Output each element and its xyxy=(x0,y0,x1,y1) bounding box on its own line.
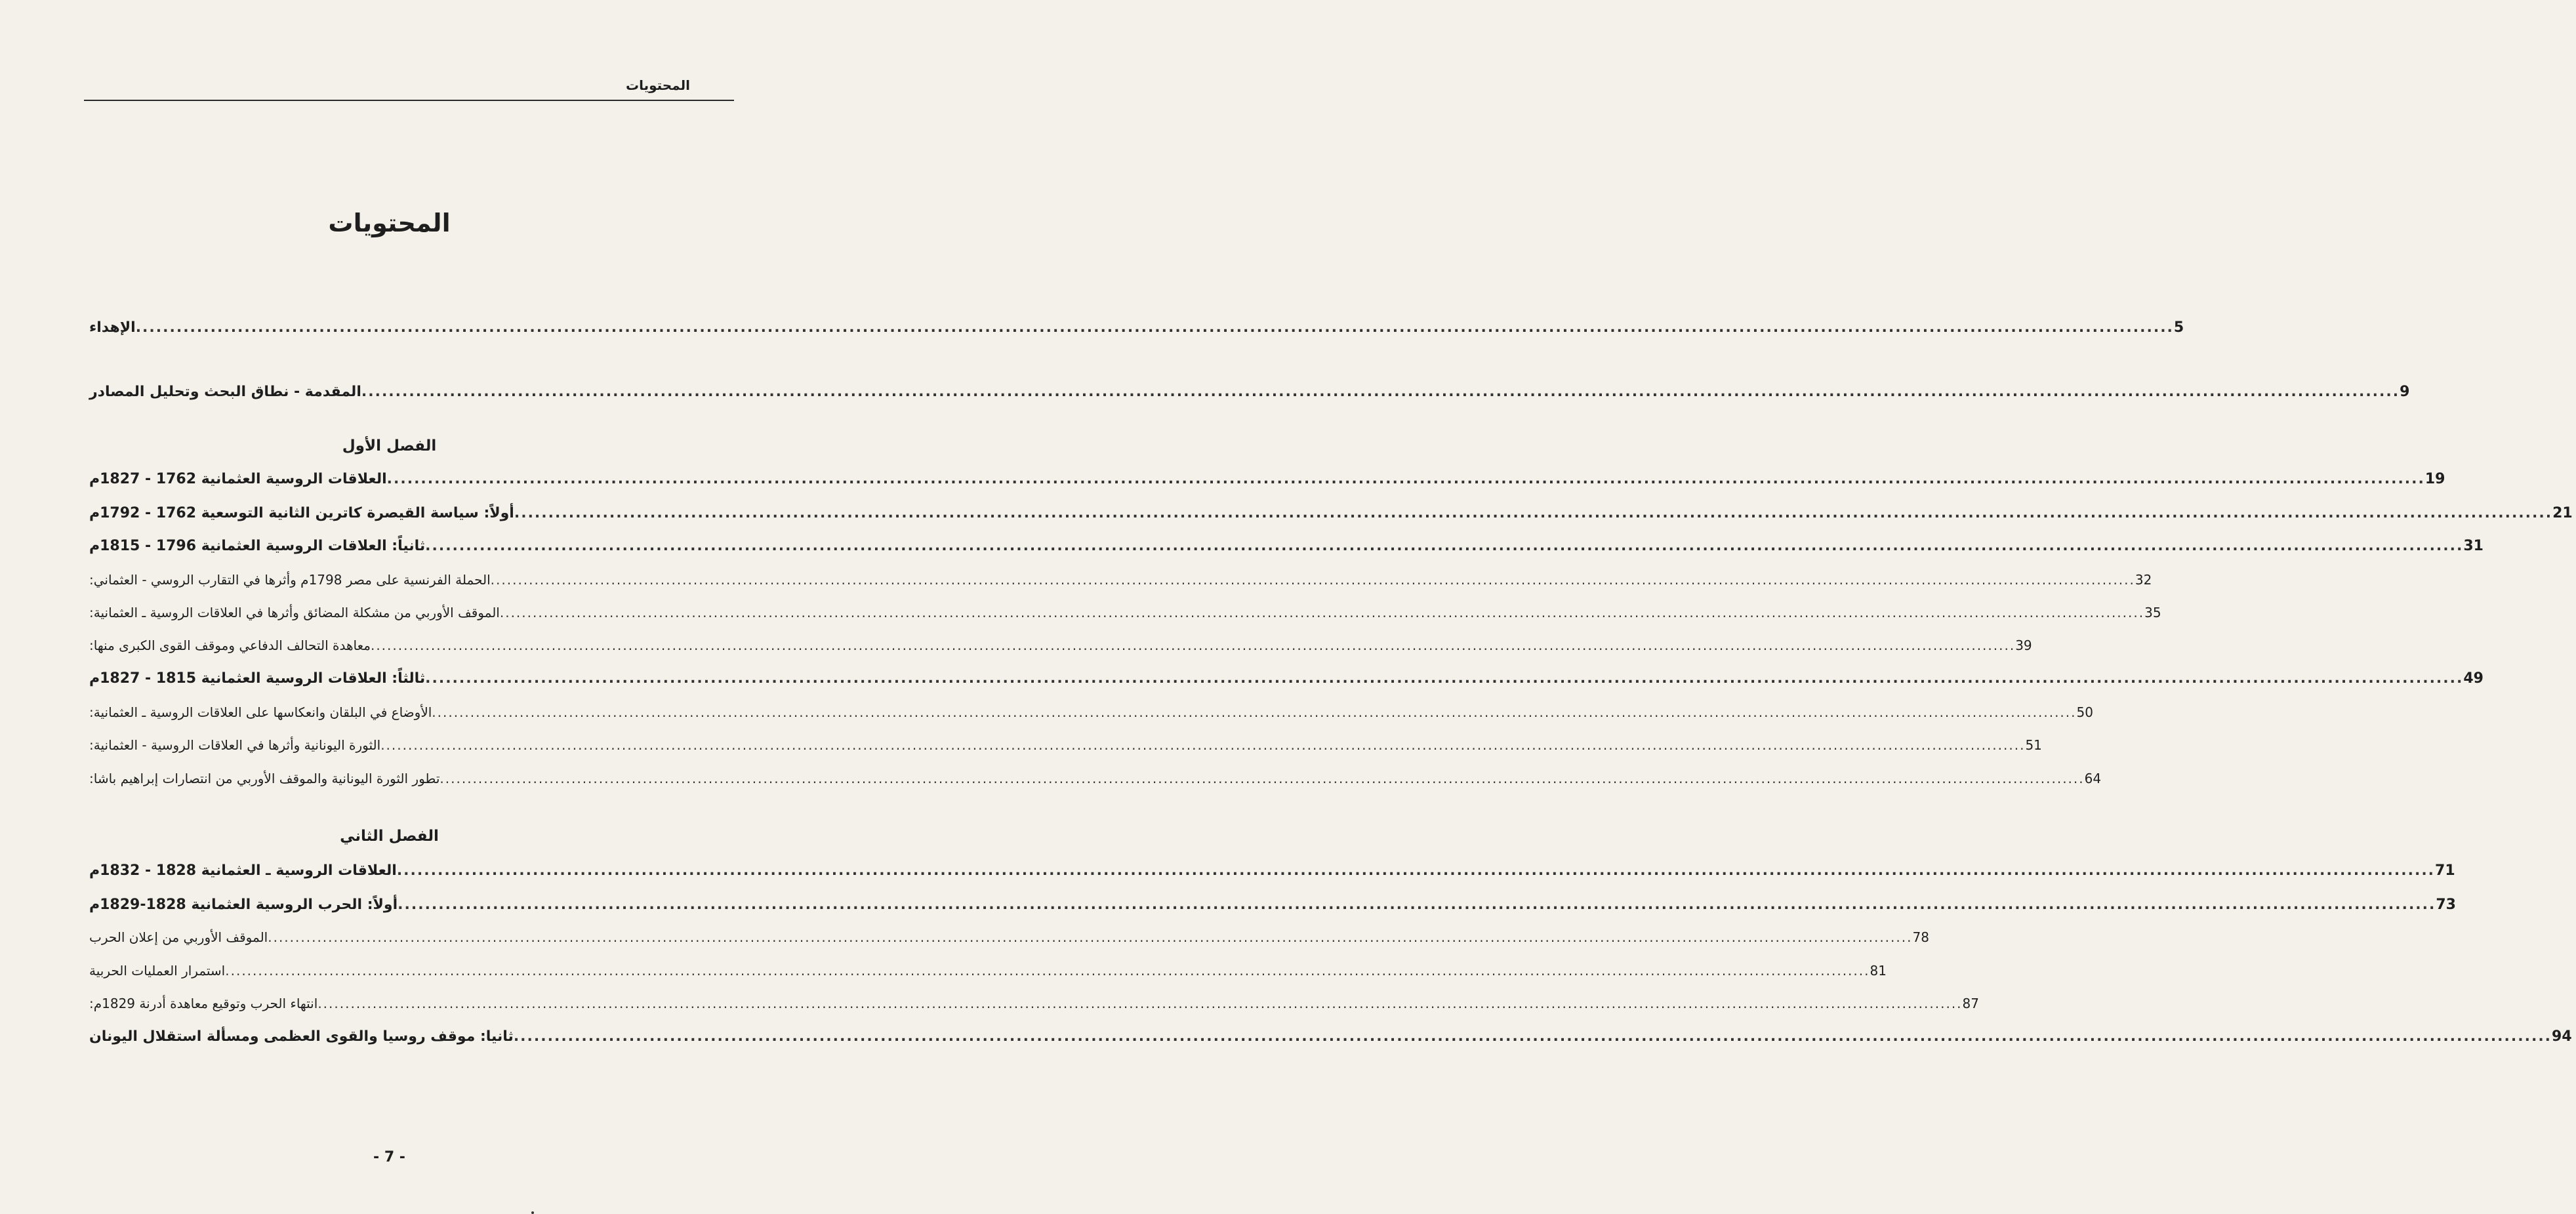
dot-leader: ............................................................................................................................................................................................................................................................................................................ xyxy=(513,1028,2552,1045)
toc-page-number: 50 xyxy=(2076,704,2093,720)
toc-page-number: 39 xyxy=(2015,637,2032,653)
toc-entry-title: الأوضاع في البلقان وانعكاسها على العلاقات الروسية ـ العثمانية: xyxy=(89,704,432,720)
toc-page-number: 51 xyxy=(2025,737,2042,753)
toc-entry-title: المقدمة - نطاق البحث وتحليل المصادر xyxy=(89,384,361,400)
toc-page-number: 32 xyxy=(2135,572,2152,588)
toc-entry-title: انتهاء الحرب وتوقيع معاهدة أدرنة 1829م: xyxy=(89,996,318,1011)
dot-leader: ............................................................................................................................................................................................................................................................................................................ xyxy=(380,737,2026,753)
toc-entry-title: أولاً: سياسة القيصرة كاترين الثانية التوسعية 1762 - 1792م xyxy=(89,505,514,521)
toc-page-number: 5 xyxy=(2173,319,2184,336)
toc-entry-introduction xyxy=(84,384,2410,400)
toc-entry-title: ثانيا: موقف روسيا والقوى العظمى ومسألة استقلال اليونان xyxy=(89,1028,514,1045)
chapter-heading-1: الفصل الأول xyxy=(342,437,437,455)
dot-leader: ............................................................................................................................................................................................................................................................................................................ xyxy=(514,505,2553,521)
toc-entry xyxy=(84,1028,2572,1045)
toc-page-number: 31 xyxy=(2463,538,2484,554)
toc-subentry xyxy=(84,572,2152,588)
toc-entry-title: أولاً: الحرب الروسية العثمانية 1828-1829م xyxy=(89,897,398,913)
dot-leader: ............................................................................................................................................................................................................................................................................................................ xyxy=(361,384,2400,400)
toc-page-number: 19 xyxy=(2424,471,2445,487)
toc-entry xyxy=(84,670,2484,687)
chapter-heading-2: الفصل الثاني xyxy=(340,828,439,845)
page-number: - 7 - xyxy=(373,1149,405,1165)
toc-page-number: 94 xyxy=(2552,1028,2572,1045)
toc-page-number: 49 xyxy=(2463,670,2484,687)
toc-subentry xyxy=(84,605,2161,620)
toc-entry-title: الحملة الفرنسية على مصر 1798م وأثرها في التقارب الروسي - العثماني: xyxy=(89,572,491,588)
toc-page-number: 78 xyxy=(1912,929,1929,945)
toc-entry-chapter1-title xyxy=(84,471,2445,487)
dot-leader: ............................................................................................................................................................................................................................................................................................................ xyxy=(425,670,2464,687)
toc-subentry xyxy=(84,737,2042,753)
toc-page-number: 21 xyxy=(2552,505,2573,521)
header-rule xyxy=(84,100,734,101)
toc-entry-title: معاهدة التحالف الدفاعي وموقف القوى الكبرى منها: xyxy=(89,637,371,653)
toc-entry-title: ثالثاً: العلاقات الروسية العثمانية 1815 - 1827م xyxy=(89,670,426,687)
toc-entry-title: تطور الثورة اليونانية والموقف الأوربي من انتصارات إبراهيم باشا: xyxy=(89,771,440,786)
toc-entry-dedication xyxy=(84,319,2184,336)
dot-leader: ............................................................................................................................................................................................................................................................................................................ xyxy=(135,319,2174,336)
toc-entry-title: العلاقات الروسية ـ العثمانية 1828 - 1832م xyxy=(89,862,397,879)
toc-entry-title: العلاقات الروسية العثمانية 1762 - 1827م xyxy=(89,471,387,487)
dot-leader: ............................................................................................................................................................................................................................................................................................................ xyxy=(317,996,1963,1011)
toc-entry-chapter2-title xyxy=(84,862,2455,879)
toc-page-number: 81 xyxy=(1870,963,1887,979)
dot-leader: ............................................................................................................................................................................................................................................................................................................ xyxy=(268,929,1913,945)
dot-leader: ............................................................................................................................................................................................................................................................................................................ xyxy=(432,704,2077,720)
dot-leader: ............................................................................................................................................................................................................................................................................................................ xyxy=(425,538,2464,554)
toc-subentry xyxy=(84,996,1979,1011)
toc-entry xyxy=(84,538,2484,554)
page-title: المحتويات xyxy=(328,209,451,237)
toc-entry-title: الثورة اليونانية وأثرها في العلاقات الروسية - العثمانية: xyxy=(89,737,381,753)
dot-leader: ............................................................................................................................................................................................................................................................................................................ xyxy=(370,637,2016,653)
toc-entry-title: الموقف الأوربي من إعلان الحرب xyxy=(89,929,268,945)
toc-subentry xyxy=(84,963,1887,979)
toc-page-number: 71 xyxy=(2435,862,2455,879)
toc-subentry xyxy=(84,704,2093,720)
running-header: المحتويات xyxy=(625,77,690,93)
toc-subentry xyxy=(84,771,2102,786)
dot-leader: ............................................................................................................................................................................................................................................................................................................ xyxy=(386,471,2425,487)
dot-leader: ............................................................................................................................................................................................................................................................................................................ xyxy=(396,862,2436,879)
toc-subentry xyxy=(84,929,1929,945)
toc-page-number: 35 xyxy=(2144,605,2161,620)
dot-leader: ............................................................................................................................................................................................................................................................................................................ xyxy=(490,572,2135,588)
toc-entry-title: ثانياً: العلاقات الروسية العثمانية 1796 - 1815م xyxy=(89,538,426,554)
dot-leader: ............................................................................................................................................................................................................................................................................................................ xyxy=(499,605,2145,620)
toc-subentry xyxy=(84,637,2032,653)
toc-entry xyxy=(84,505,2573,521)
toc-page-number: 87 xyxy=(1962,996,1979,1011)
toc-page-number: 9 xyxy=(2400,384,2410,400)
toc-entry-title: استمرار العمليات الحربية xyxy=(89,963,226,979)
toc-entry-title: الإهداء xyxy=(89,319,136,336)
dot-leader: ............................................................................................................................................................................................................................................................................................................ xyxy=(225,963,1870,979)
toc-entry-title: الموقف الأوربي من مشكلة المضائق وأثرها في العلاقات الروسية ـ العثمانية: xyxy=(89,605,500,620)
toc-page-number: 73 xyxy=(2436,897,2456,913)
toc-entry xyxy=(84,897,2456,913)
paper-speck xyxy=(531,1211,534,1214)
dot-leader: ............................................................................................................................................................................................................................................................................................................ xyxy=(398,897,2436,913)
toc-page-number: 64 xyxy=(2084,771,2102,786)
dot-leader: ............................................................................................................................................................................................................................................................................................................ xyxy=(440,771,2085,786)
